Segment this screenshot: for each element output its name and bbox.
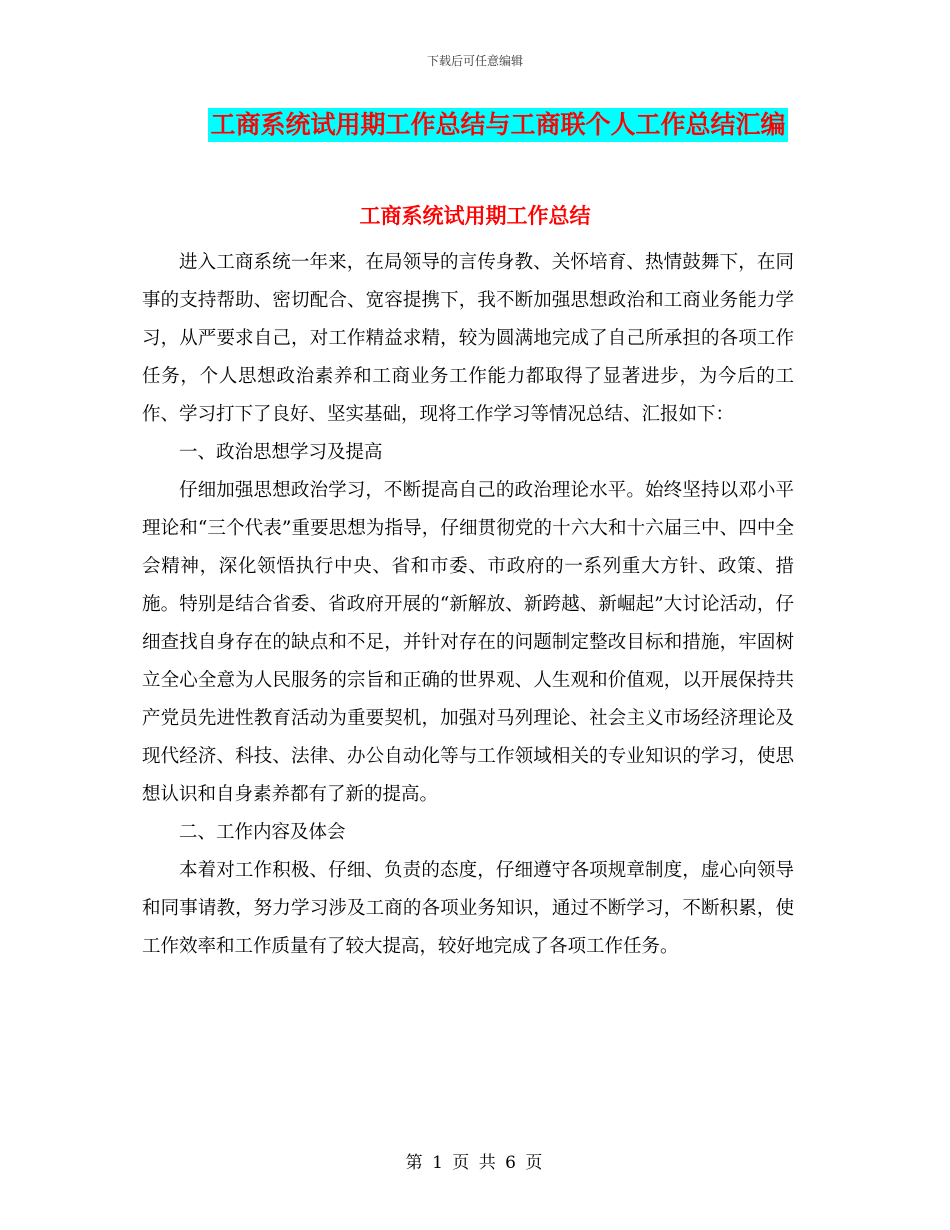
page-header-note: 下载后可任意编辑 bbox=[426, 54, 523, 68]
page-footer: 第 1 页 共 6 页 bbox=[405, 1153, 545, 1173]
document-body bbox=[142, 244, 794, 966]
paragraph-intro: 进入工商系统一年来，在局领导的言传身教、关怀培育、热情鼓舞下，在同事的支持帮助、密切配合、宽容提携下，我不断加强思想政治和工商业务能力学习，从严要求自己，对工作精益求精，较为圆满地完成了自己所承担的各项工作任务，个人思想政治素养和工商业务工作能力都取得了显著进步，为今后的工作、学习打下了良好、坚实基础，现将工作学习等情况总结、汇报如下： bbox=[142, 252, 794, 425]
paragraph-work-content: 本着对工作积极、仔细、负责的态度，仔细遵守各项规章制度，虚心向领导和同事请教，努力学习涉及工商的各项业务知识，通过不断学习，不断积累，使工作效率和工作质量有了较大提高，较好地完成了各项工作任务。 bbox=[142, 860, 794, 957]
heading-political-study: 一、政治思想学习及提高 bbox=[179, 442, 383, 463]
main-title: 工商系统试用期工作总结与工商联个人工作总结汇编 bbox=[208, 108, 787, 142]
paragraph-political-study: 仔细加强思想政治学习，不断提高自己的政治理论水平。始终坚持以邓小平理论和“三个代表”重要思想为指导，仔细贯彻党的十六大和十六届三中、四中全会精神，深化领悟执行中央、省和市委、市政府的一系列重大方针、政策、措施。特别是结合省委、省政府开展的“新解放、新跨越、新崛起”大讨论活动，仔细查找自身存在的缺点和不足，并针对存在的问题制定整改目标和措施，牢固树立全心全意为人民服务的宗旨和正确的世界观、人生观和价值观，以开展保持共产党员先进性教育活动为重要契机，加强对马列理论、社会主义市场经济理论及现代经济、科技、法律、办公自动化等与工作领域相关的专业知识的学习，使思想认识和自身素养都有了新的提高。 bbox=[142, 480, 794, 805]
main-title-container bbox=[0, 108, 950, 142]
section-title: 工商系统试用期工作总结 bbox=[359, 204, 591, 228]
heading-work-content: 二、工作内容及体会 bbox=[179, 822, 346, 843]
